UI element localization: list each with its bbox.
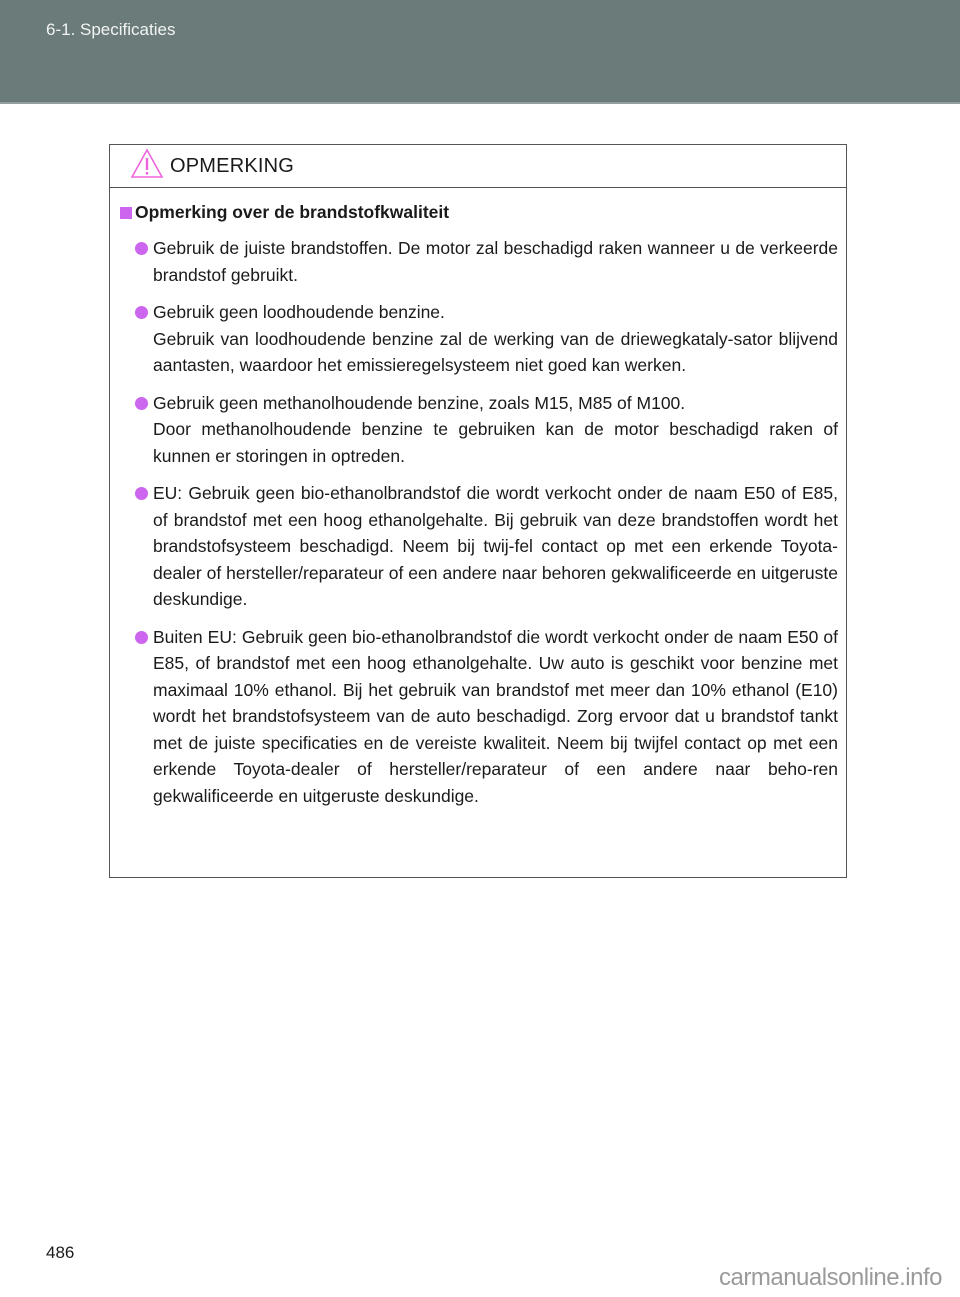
bullet-dot-icon [135, 242, 148, 255]
header-band [0, 0, 960, 104]
notice-title: OPMERKING [170, 155, 295, 177]
list-item [120, 624, 838, 810]
list-item-text: Door methanolhoudende benzine te gebruiken kan de motor beschadigd raken of kunnen er storingen in optreden. [153, 419, 838, 466]
list-item [120, 480, 838, 613]
bullet-dot-icon [135, 397, 148, 410]
list-item-text: Gebruik geen loodhoudende benzine. [153, 302, 445, 322]
notice-header [110, 145, 846, 188]
subheading [120, 202, 838, 223]
watermark: carmanualsonline.info [719, 1264, 942, 1291]
bullet-dot-icon [135, 306, 148, 319]
notice-box [109, 144, 847, 878]
bullet-dot-icon [135, 631, 148, 644]
warning-triangle-icon [130, 148, 164, 180]
subheading-text: Opmerking over de brandstofkwaliteit [135, 202, 450, 222]
list-item [120, 235, 838, 288]
section-title: 6-1. Specificaties [46, 20, 176, 39]
square-icon [120, 207, 132, 219]
list-item-text: Gebruik van loodhoudende benzine zal de werking van de driewegkataly-sator blijvend aantasten, waardoor het emissieregelsysteem niet goed kan werken. [153, 328, 838, 375]
bullet-dot-icon [135, 487, 148, 500]
notice-body [110, 188, 846, 809]
list-item-text: Buiten EU: Gebruik geen bio-ethanolbrandstof die wordt verkocht onder de naam E50 of E85, of brandstof met een hoog ethanolgehalte. Uw auto is geschikt voor benzine met maximaal 10% ethanol. Bij het gebruik van brandstof met meer dan 10% ethanol (E10) wordt het brandstofsysteem van de auto beschadigd. Zorg ervoor dat u brandstof tankt met de juiste specificaties en de vereiste kwaliteit. Neem bij twijfel contact op met een erkende Toyota-dealer of hersteller/reparateur of een andere naar beho-ren gekwalificeerde en uitgeruste deskundige. [153, 626, 838, 806]
list-item [120, 299, 838, 379]
list-item-text: Gebruik geen methanolhoudende benzine, zoals M15, M85 of M100. [153, 392, 686, 413]
list-item [120, 390, 838, 470]
page-number: 486 [46, 1243, 75, 1262]
list-item-text: EU: Gebruik geen bio-ethanolbrandstof die wordt verkocht onder de naam E50 of E85, of brandstof met een hoog ethanolgehalte. Bij gebruik van deze brandstoffen wordt het brandstofsysteem beschadigd. Neem bij twij-fel contact op met een erkende Toyota-dealer of hersteller/reparateur of een andere naar behoren gekwalificeerde en uitgeruste deskundige. [153, 483, 838, 609]
list-item-text: Gebruik de juiste brandstoffen. De motor zal beschadigd raken wanneer u de verkeerde brandstof gebruikt. [153, 238, 838, 285]
